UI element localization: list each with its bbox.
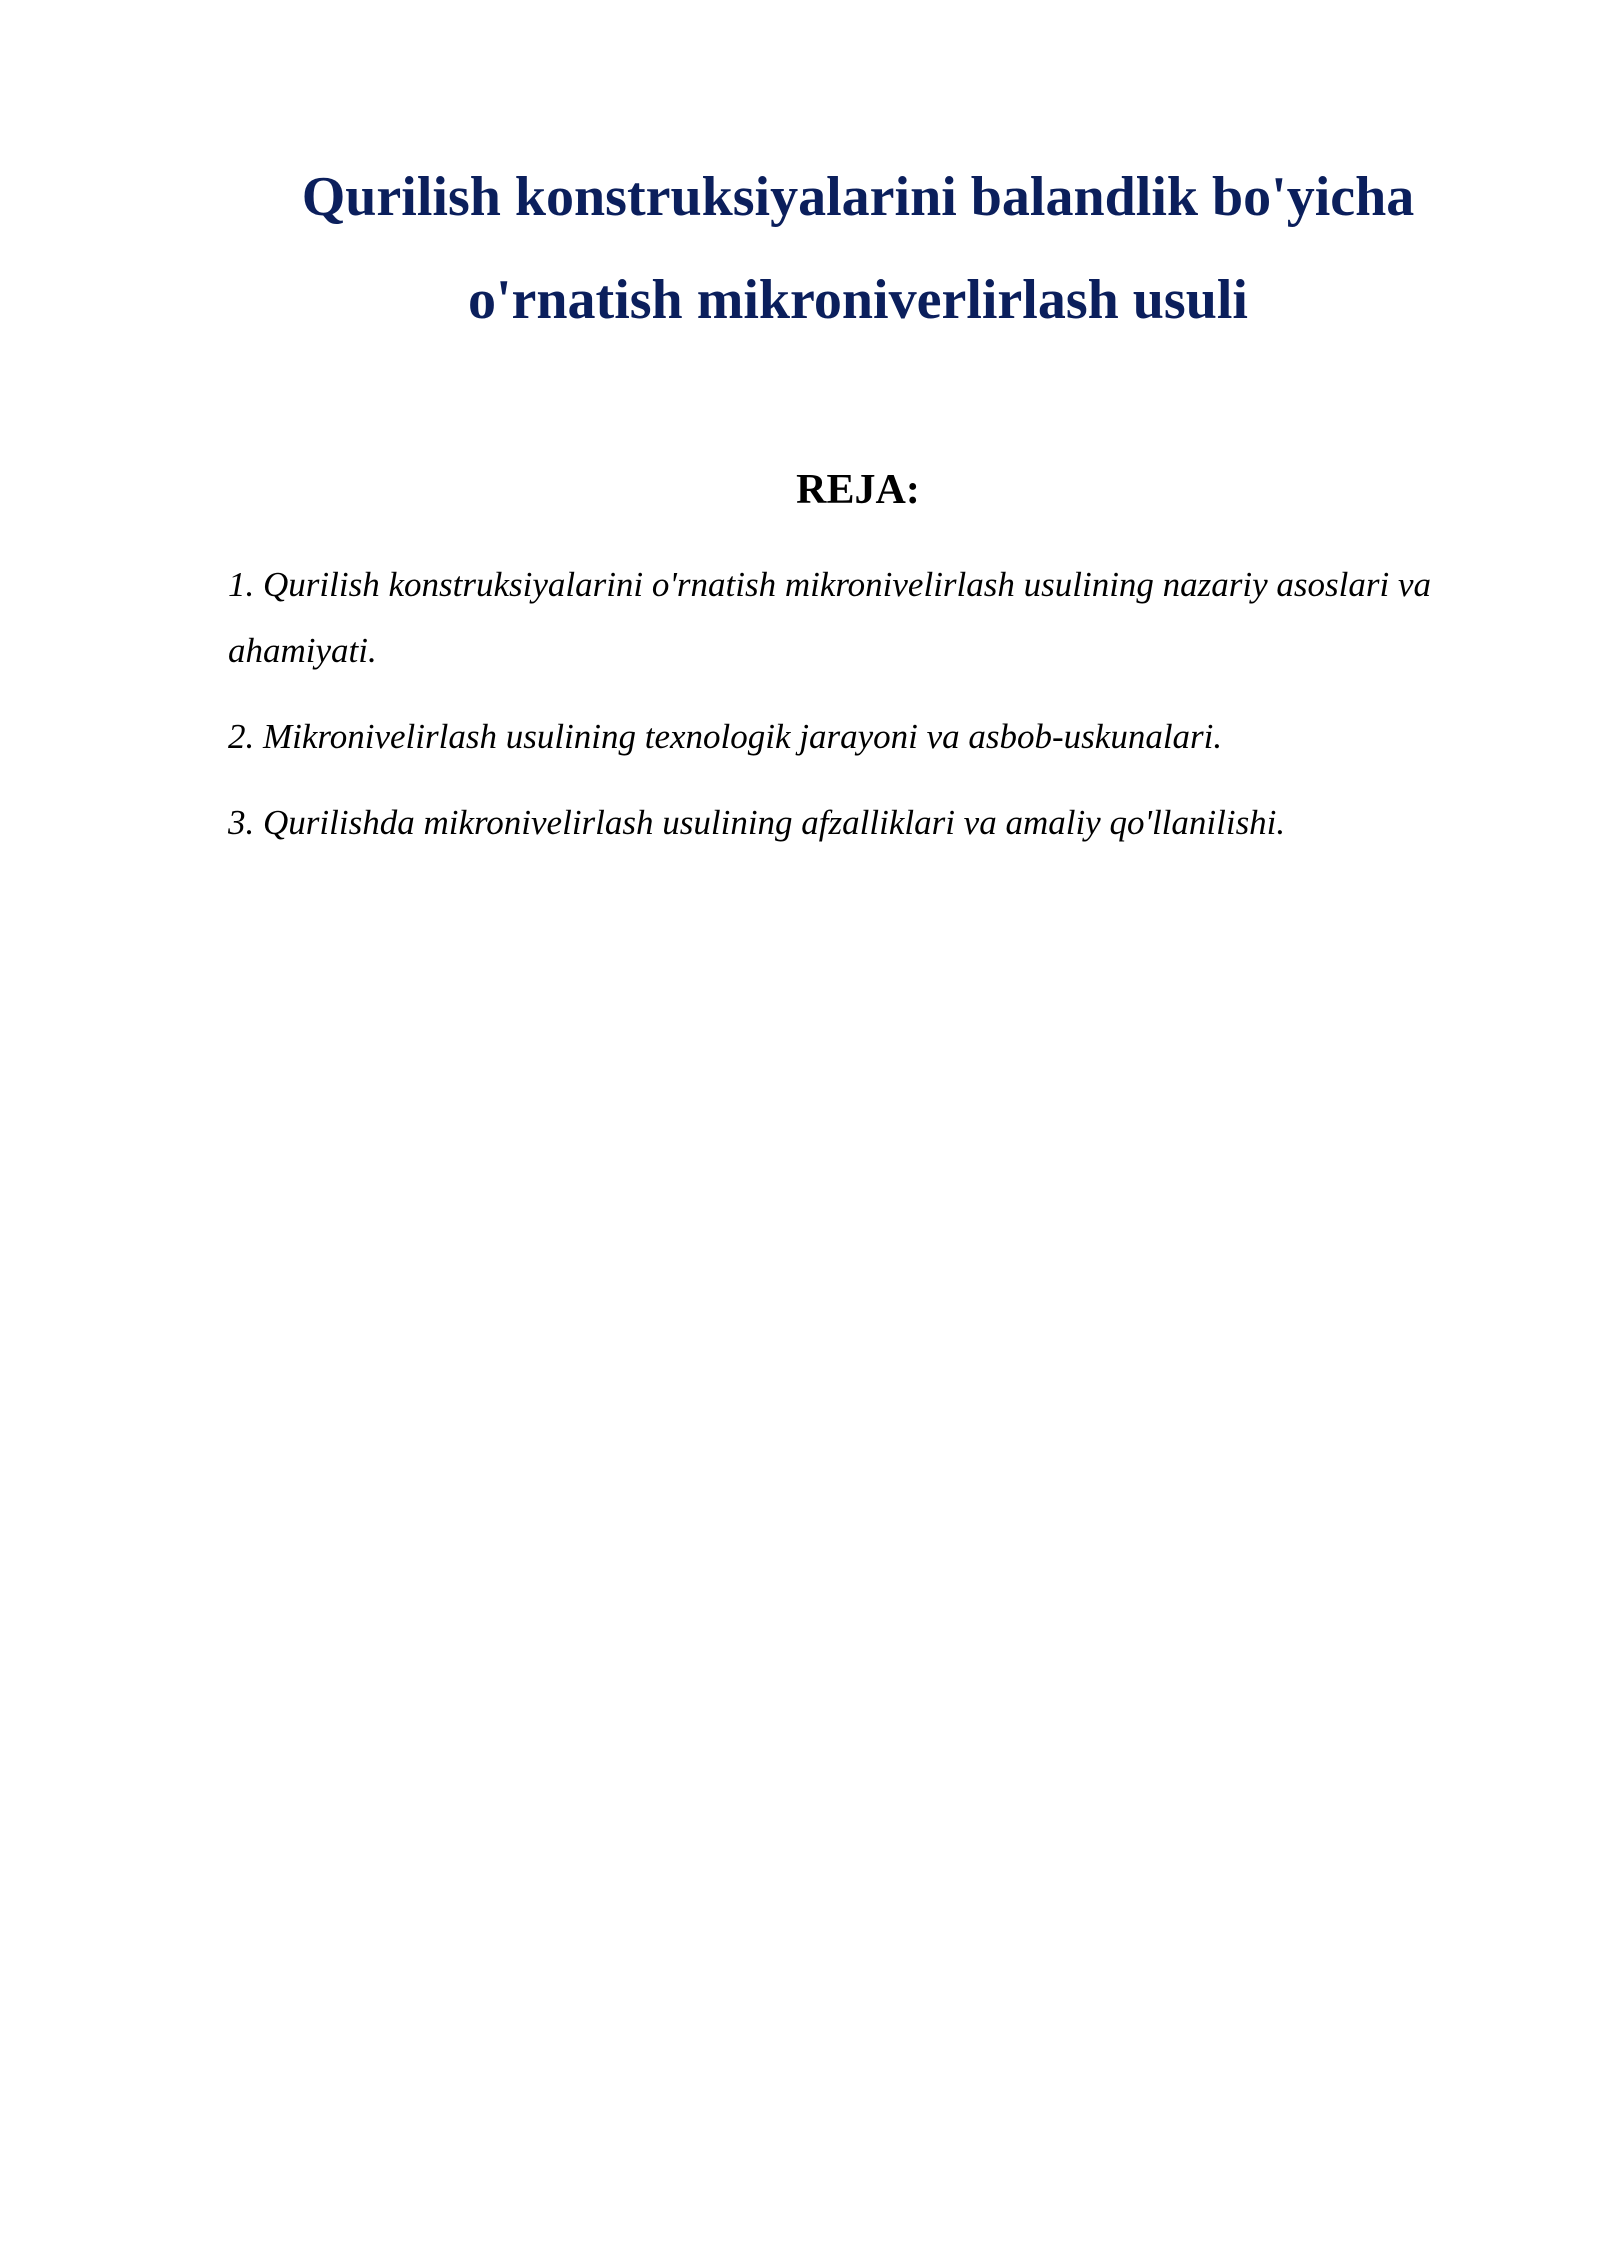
document-title-line-2: o'rnatish mikroniverlirlash usuli — [468, 269, 1248, 331]
plan-item-2: 2. Mikronivelirlash usulining texnologik jarayoni va asbob-uskunalari. — [228, 717, 1223, 756]
document-title-line-1: Qurilish konstruksiyalarini balandlik bo'yicha — [301, 166, 1415, 228]
plan-heading: REJA: — [796, 467, 920, 513]
plan-item-3: 3. Qurilishda mikronivelirlash usulining afzalliklari va amaliy qo'llanilishi. — [228, 803, 1286, 842]
plan-list — [228, 552, 1488, 876]
document-title — [228, 146, 1488, 352]
plan-item-1: 1. Qurilish konstruksiyalarini o'rnatish mikronivelirlash usulining nazariy asoslari va ahamiyati. — [228, 565, 1432, 670]
